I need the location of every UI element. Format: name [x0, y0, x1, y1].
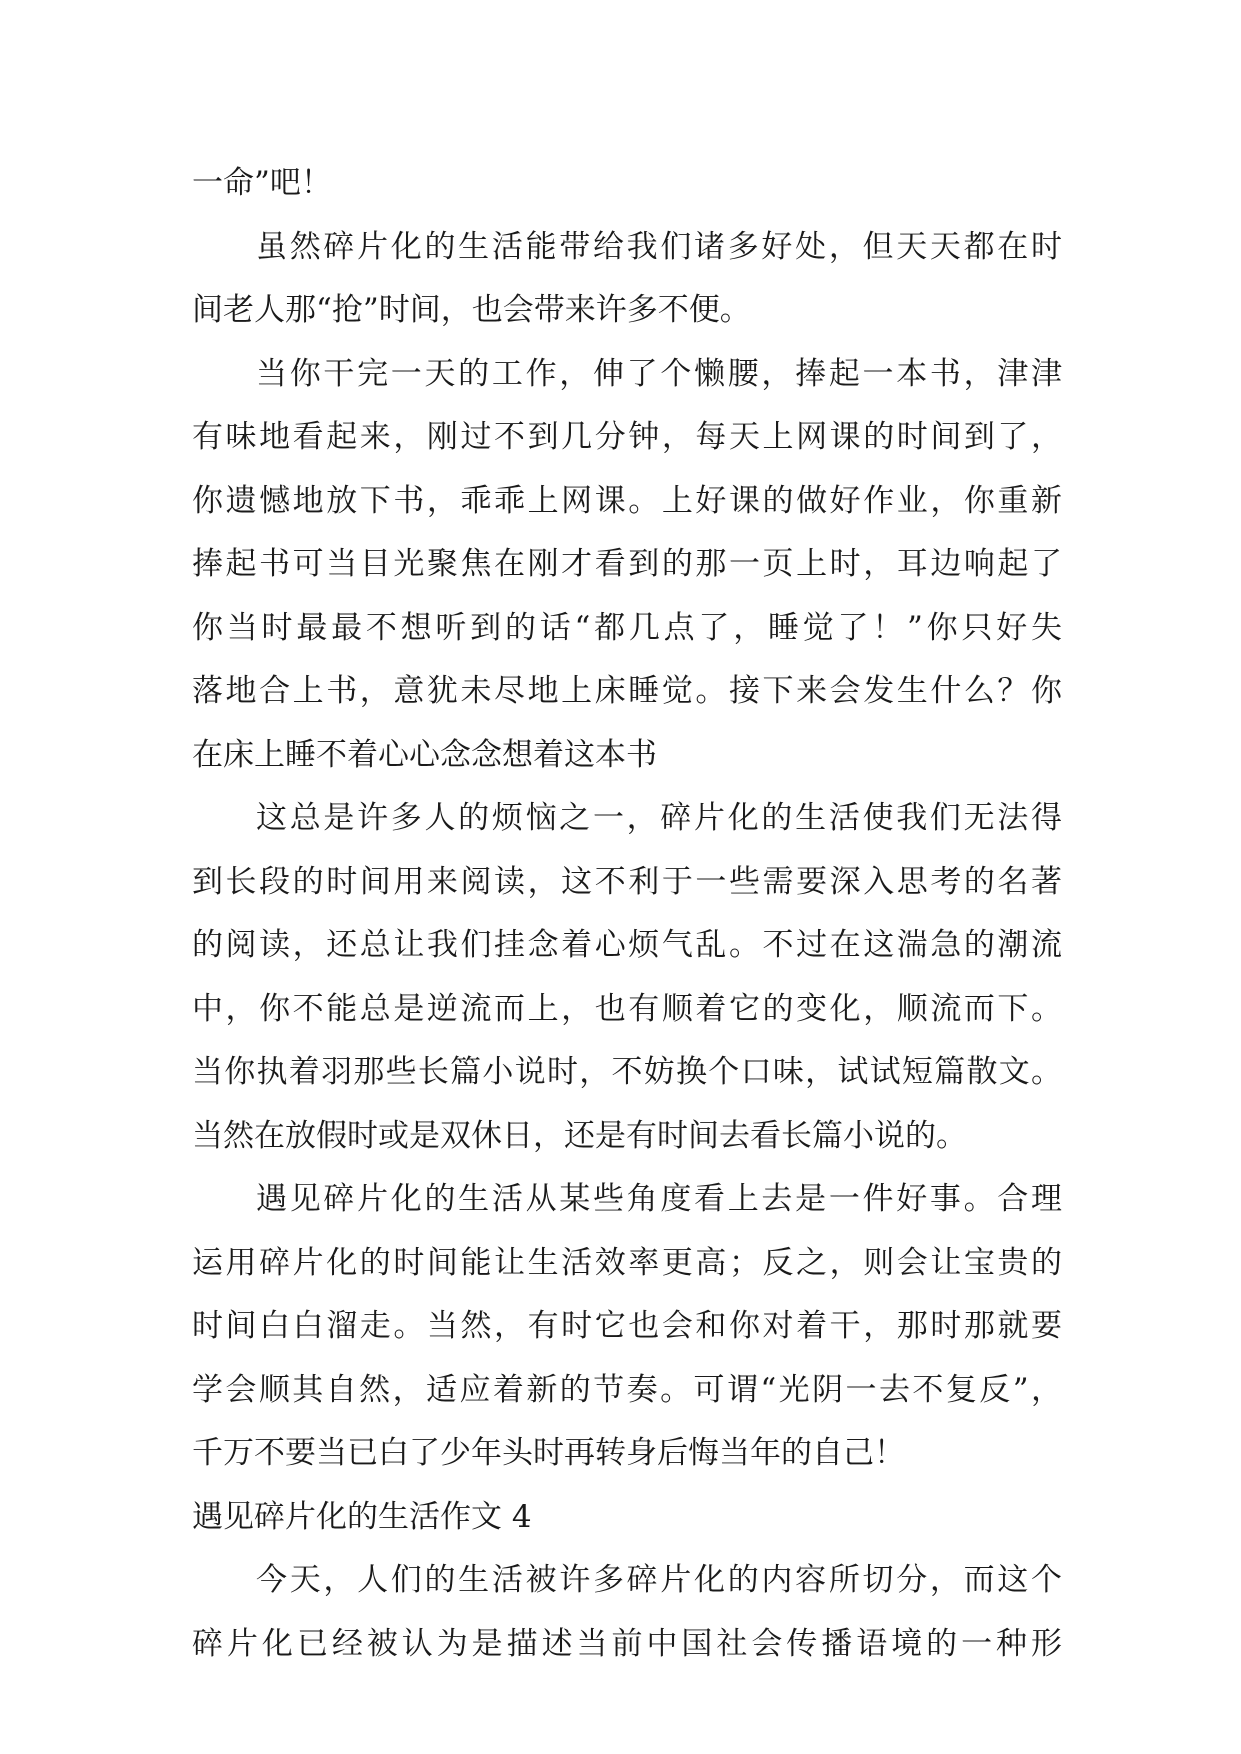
text-line: 千万不要当已白了少年头时再转身后悔当年的自己！	[192, 1435, 905, 1471]
text-line: 中，你不能总是逆流而上，也有顺着它的变化，顺流而下。	[192, 990, 1062, 1027]
text-line: 你当时最最不想听到的话“都几点了，睡觉了！”你只好失	[192, 609, 1062, 646]
text-line: 捧起书可当目光聚焦在刚才看到的那一页上时，耳边响起了	[192, 546, 1062, 582]
text-line: 今天，人们的生活被许多碎片化的内容所切分，而这个	[256, 1562, 1062, 1598]
text-line: 虽然碎片化的生活能带给我们诸多好处，但天天都在时	[256, 228, 1062, 265]
text-line: 遇见碎片化的生活从某些角度看上去是一件好事。合理	[256, 1181, 1062, 1217]
text-line: 落地合上书，意犹未尽地上床睡觉。接下来会发生什么？你	[192, 673, 1062, 709]
text-line: 的阅读，还总让我们挂念着心烦气乱。不过在这湍急的潮流	[192, 927, 1062, 963]
text-line: 在床上睡不着心心念念想着这本书	[192, 736, 657, 773]
text-line: 碎片化已经被认为是描述当前中国社会传播语境的一种形	[192, 1625, 1062, 1662]
text-line: 当然在放假时或是双休日，还是有时间去看长篇小说的。	[192, 1117, 967, 1154]
text-line: 一命”吧！	[192, 165, 332, 201]
text-line: 你遗憾地放下书，乖乖上网课。上好课的做好作业，你重新	[192, 482, 1062, 519]
document-body	[192, 152, 1062, 1676]
text-line: 当你干完一天的工作，伸了个懒腰，捧起一本书，津津	[256, 355, 1062, 392]
section-heading: 遇见碎片化的生活作文 4	[192, 1498, 532, 1535]
text-line: 间老人那“抢”时间，也会带来许多不便。	[192, 292, 751, 328]
text-line: 这总是许多人的烦恼之一，碎片化的生活使我们无法得	[256, 800, 1062, 836]
text-line: 到长段的时间用来阅读，这不利于一些需要深入思考的名著	[192, 863, 1062, 900]
text-line: 当你执着羽那些长篇小说时，不妨换个口味，试试短篇散文。	[192, 1054, 1062, 1090]
text-line: 学会顺其自然，适应着新的节奏。可谓“光阴一去不复反”，	[192, 1371, 1062, 1408]
text-line: 时间白白溜走。当然，有时它也会和你对着干，那时那就要	[192, 1308, 1062, 1344]
text-line: 运用碎片化的时间能让生活效率更高；反之，则会让宝贵的	[192, 1244, 1062, 1281]
text-line: 有味地看起来，刚过不到几分钟，每天上网课的时间到了，	[192, 419, 1062, 455]
